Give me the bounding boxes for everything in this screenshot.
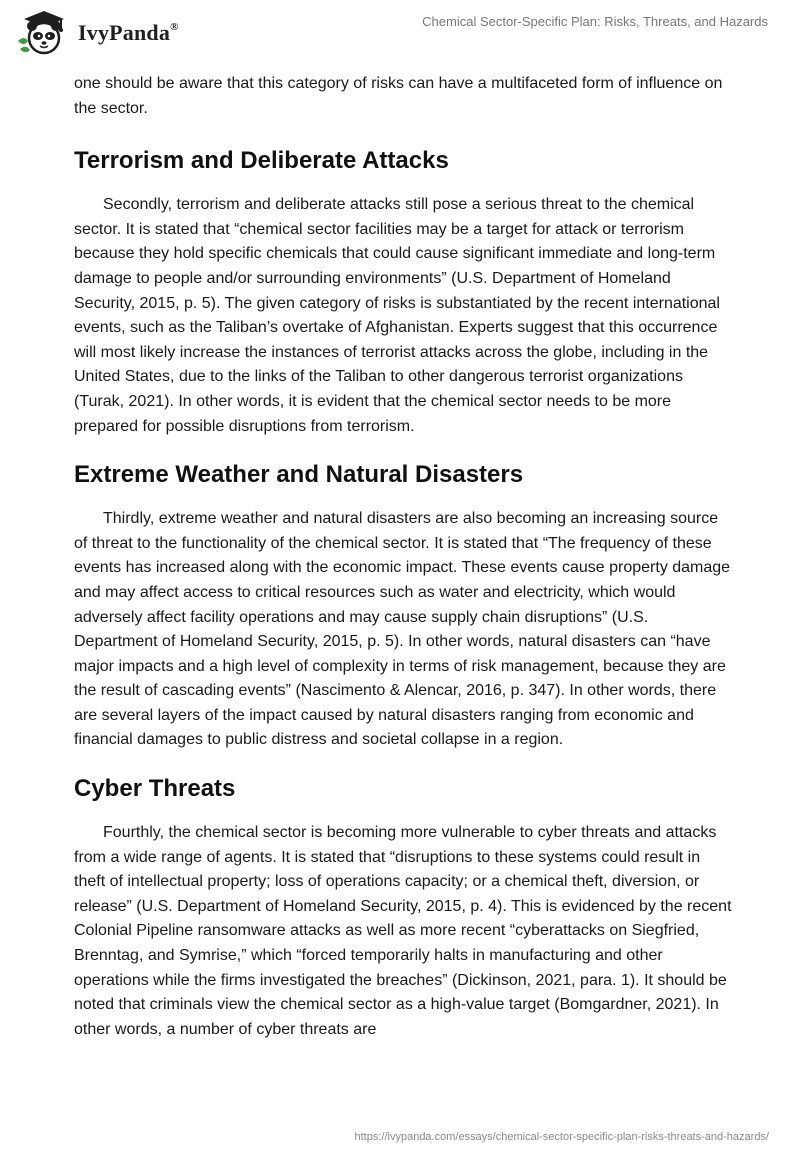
document-title: Chemical Sector-Specific Plan: Risks, Threats, and Hazards — [422, 14, 768, 29]
page-header — [0, 0, 800, 64]
intro-continuation: one should be aware that this category of risks can have a multifaceted form of influence on the sector. — [74, 75, 723, 117]
paragraph-terrorism: Secondly, terrorism and deliberate attacks still pose a serious threat to the chemical sector. It is stated that “chemical sector facilities may be a target for attack or terrorism because they hold specific chemicals that could cause significant immediate and long-term damage to people and/or surrounding environments” (U.S. Department of Homeland Security, 2015, p. 5). The given category of risks is substantiated by the recent international events, such as the Taliban’s overtake of Afghanistan. Experts suggest that this occurrence will most likely increase the instances of terrorist attacks across the globe, including in the United States, due to the links of the Taliban to other dangerous terrorist organizations (Turak, 2021). In other words, it is evident that the chemical sector needs to be more prepared for possible disruptions from terrorism. — [74, 196, 720, 435]
paragraph-cyber-threats: Fourthly, the chemical sector is becoming more vulnerable to cyber threats and attacks from a wide range of agents. It is stated that “disruptions to these systems could result in theft of intellectual property; loss of operations capacity; or a chemical theft, diversion, or release” (U.S. Department of Homeland Security, 2015, p. 4). This is evidenced by the recent Colonial Pipeline ransomware attacks as well as more recent “cyberattacks on Siegfried, Brenntag, and Symrise,” which “forced temporarily halts in manufacturing and other operations while the firms investigated the breaches” (Dickinson, 2021, para. 1). It should be noted that criminals view the chemical sector as a high-value target (Bomgardner, 2021). In other words, a number of cyber threats are — [74, 824, 732, 1038]
heading-terrorism: Terrorism and Deliberate Attacks — [74, 147, 449, 175]
source-url[interactable]: https://ivypanda.com/essays/chemical-sector-specific-plan-risks-threats-and-hazards/ — [354, 1131, 769, 1143]
paragraph-extreme-weather: Thirdly, extreme weather and natural disasters are also becoming an increasing source of threat to the functionality of the chemical sector. It is stated that “The frequency of these events has increased along with the economic impact. These events cause property damage and may affect access to critical resources such as water and electricity, which would adversely affect facility operations and may cause supply chain disruptions” (U.S. Department of Homeland Security, 2015, p. 5). In other words, natural disasters can “have major impacts and a high level of complexity in terms of risk management, because they are the result of cascading events” (Nascimento & Alencar, 2016, p. 347). In other words, there are several layers of the impact caused by natural disasters ranging from economic and financial damages to public distress and societal collapse in a region. — [74, 510, 731, 749]
heading-extreme-weather: Extreme Weather and Natural Disasters — [74, 461, 524, 489]
heading-cyber-threats: Cyber Threats — [74, 775, 236, 803]
ivypanda-logo-icon[interactable] — [14, 7, 72, 57]
registered-mark: ® — [170, 20, 179, 33]
essay-body — [74, 72, 734, 1042]
brand-name[interactable]: IvyPanda® — [78, 20, 179, 45]
